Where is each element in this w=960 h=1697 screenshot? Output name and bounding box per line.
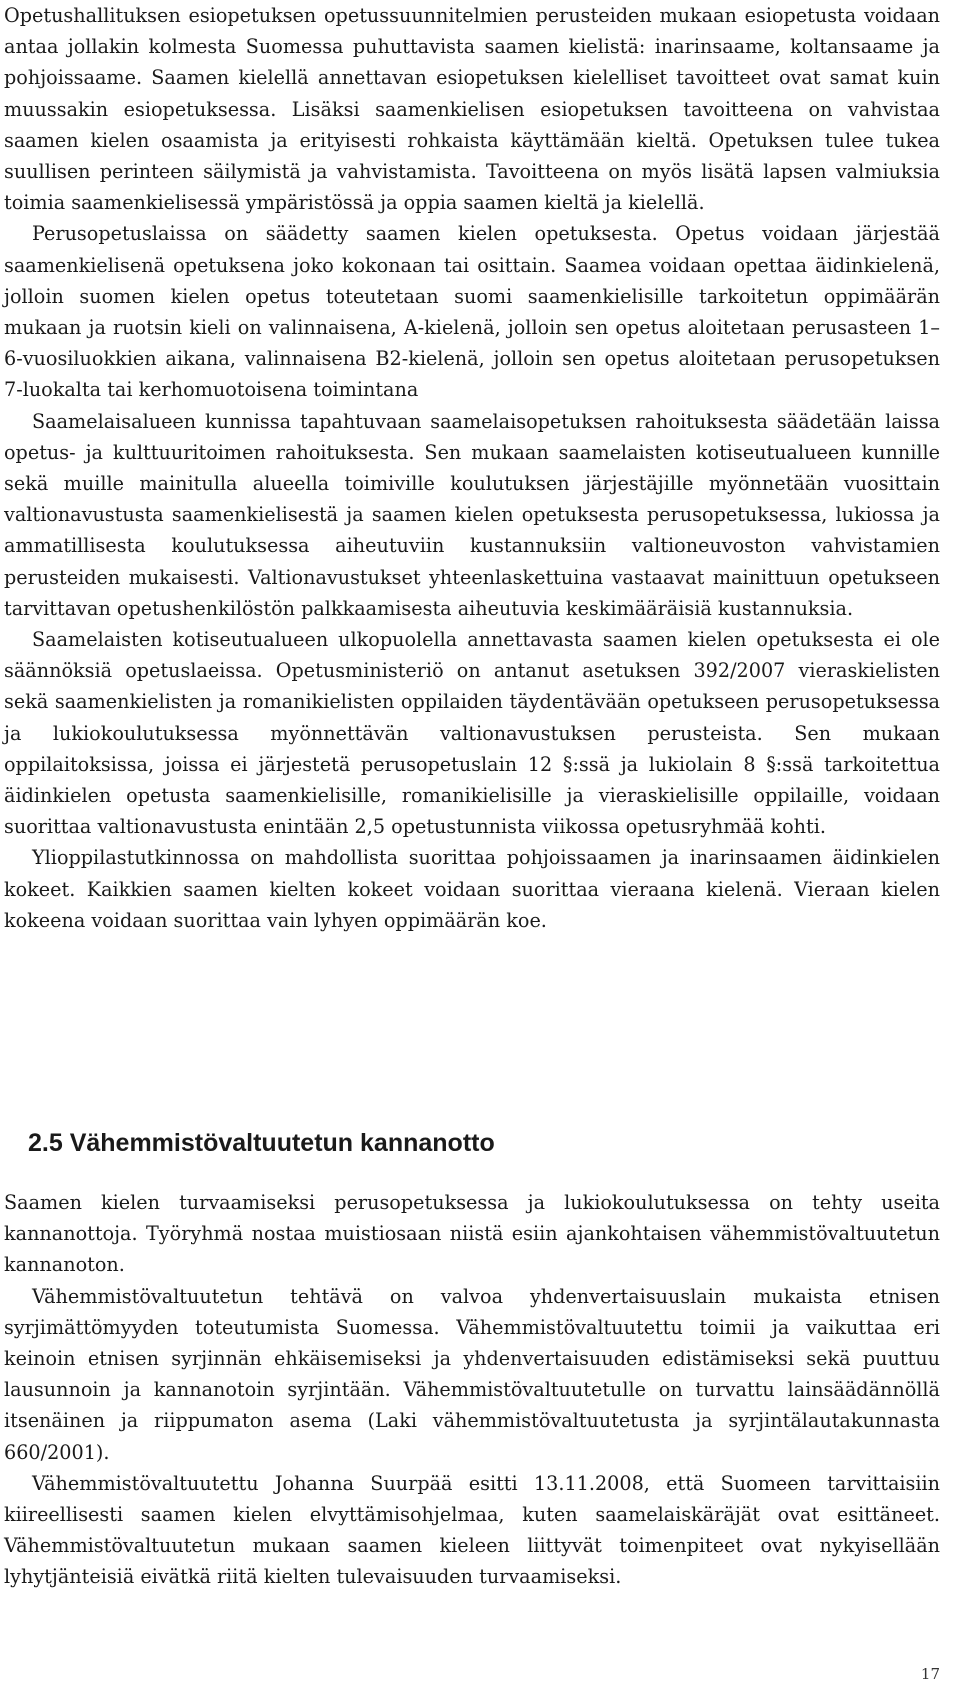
paragraph-rahoitus: Saamelaisalueen kunnissa tapahtuvaan saamelaisopetuksen rahoituksesta säädetään laissa opetus- ja kulttuuritoimen rahoituksesta. Sen mukaan saamelaisten kotiseutualueen kunnille sekä muille mainitulla alueella toimiville koulutuksen järjestäjille myönnetään vuosittain valtionavustusta saamenkielisestä ja saamen kielen opetuksesta perusopetuksessa, lukiossa ja ammatillisesta koulutuksessa aiheutuviin kustannuksiin valtioneuvoston vahvistamien perusteiden mukaisesti. Valtionavustukset yhteenlaskettuina vastaavat mainittuun opetukseen tarvittavan opetushenkilöstön palkkaamisesta aiheutuvia keskimääräisiä kustannuksia. xyxy=(4,409,940,620)
section-1-body xyxy=(4,0,940,936)
paragraph-suurpaa-esitys: Vähemmistövaltuutettu Johanna Suurpää esitti 13.11.2008, että Suomeen tarvittaisiin kiireellisesti saamen kielen elvyttämisohjelmaa, kuten saamelaiskäräjät ovat esittäneet. Vähemmistövaltuutetun mukaan saamen kieleen liittyvät toimenpiteet ovat nykyisellään lyhytjänteisiä eivätkä riitä kielten tulevaisuuden turvaamiseksi. xyxy=(4,1471,940,1589)
section-heading: 2.5 Vähemmistövaltuutetun kannanotto xyxy=(28,1129,495,1157)
paragraph-ylioppilastutkinto: Ylioppilastutkinnossa on mahdollista suorittaa pohjoissaamen ja inarinsaamen äidinkielen kokeet. Kaikkien saamen kielten kokeet voidaan suorittaa vieraana kielenä. Vieraan kielen kokeena voidaan suorittaa vain lyhyen oppimäärän koe. xyxy=(4,846,940,932)
paragraph-esiopetus: Opetushallituksen esiopetuksen opetussuunnitelmien perusteiden mukaan esiopetusta voidaan antaa jollakin kolmesta Suomessa puhuttavista saamen kielistä: inarinsaame, koltansaame ja pohjoissaame. Saamen kielellä annettavan esiopetuksen kielelliset tavoitteet ovat samat kuin muussakin esiopetuksessa. Lisäksi saamenkielisen esiopetuksen tavoitteena on vahvistaa saamen kielen osaamista ja erityisesti rohkaista käyttämään kieltä. Opetuksen tulee tukea suullisen perinteen säilymistä ja vahvistamista. Tavoitteena on myös lisätä lapsen valmiuksia toimia saamenkielisessä ympäristössä ja oppia saamen kieltä ja kielellä. xyxy=(4,4,940,215)
paragraph-kotiseutualueen-ulkopuolella: Saamelaisten kotiseutualueen ulkopuolella annettavasta saamen kielen opetuksesta ei ole säännöksiä opetuslaeissa. Opetusministeriö on antanut asetuksen 392/2007 vieraskielisten sekä saamenkielisten ja romanikielisten oppilaiden täydentävään opetukseen perusopetuksessa ja lukiokoulutuksessa myönnettävän valtionavustuksen perusteista. Sen mukaan oppilaitoksissa, joissa ei järjestetä perusopetuslain 12 §:ssä ja lukiolain 8 §:ssä tarkoitettua äidinkielen opetusta saamenkielisille, romanikielisille ja vieraskielisille oppilaille, voidaan suorittaa valtionavustusta enintään 2,5 opetustunnista viikossa opetusryhmää kohti. xyxy=(4,628,940,839)
paragraph-valtuutetun-tehtava: Vähemmistövaltuutetun tehtävä on valvoa yhdenvertaisuuslain mukaista etnisen syrjimättömyyden toteutumista Suomessa. Vähemmistövaltuutettu toimii ja vaikuttaa eri keinoin etnisen syrjinnän ehkäisemiseksi ja yhdenvertaisuuden edistämiseksi sekä puuttuu lausunnoin ja kannanotoin syrjintään. Vähemmistövaltuutetulle on turvattu lainsäädännöllä itsenäinen ja riippumaton asema (Laki vähemmistövaltuutetusta ja syrjintälautakunnasta 660/2001). xyxy=(4,1284,940,1464)
section-2-body xyxy=(4,1187,940,1593)
paragraph-kannanotot: Saamen kielen turvaamiseksi perusopetuksessa ja lukiokoulutuksessa on tehty useita kannanottoja. Työryhmä nostaa muistiosaan niistä esiin ajankohtaisen vähemmistövaltuutetun kannanoton. xyxy=(4,1191,940,1277)
page-number: 17 xyxy=(920,1665,940,1683)
paragraph-perusopetuslaki: Perusopetuslaissa on säädetty saamen kielen opetuksesta. Opetus voidaan järjestää saamenkielisenä opetuksena joko kokonaan tai osittain. Saamea voidaan opettaa äidinkielenä, jolloin suomen kielen opetus toteutetaan suomi saamenkielisille tarkoitetun oppimäärän mukaan ja ruotsin kieli on valinnaisena, A-kielenä, jolloin sen opetus aloitetaan perusasteen 1–6-vuosiluokkien aikana, valinnaisena B2-kielenä, jolloin sen opetus aloitetaan perusopetuksen 7-luokalta tai kerhomuotoisena toimintana xyxy=(4,222,940,402)
